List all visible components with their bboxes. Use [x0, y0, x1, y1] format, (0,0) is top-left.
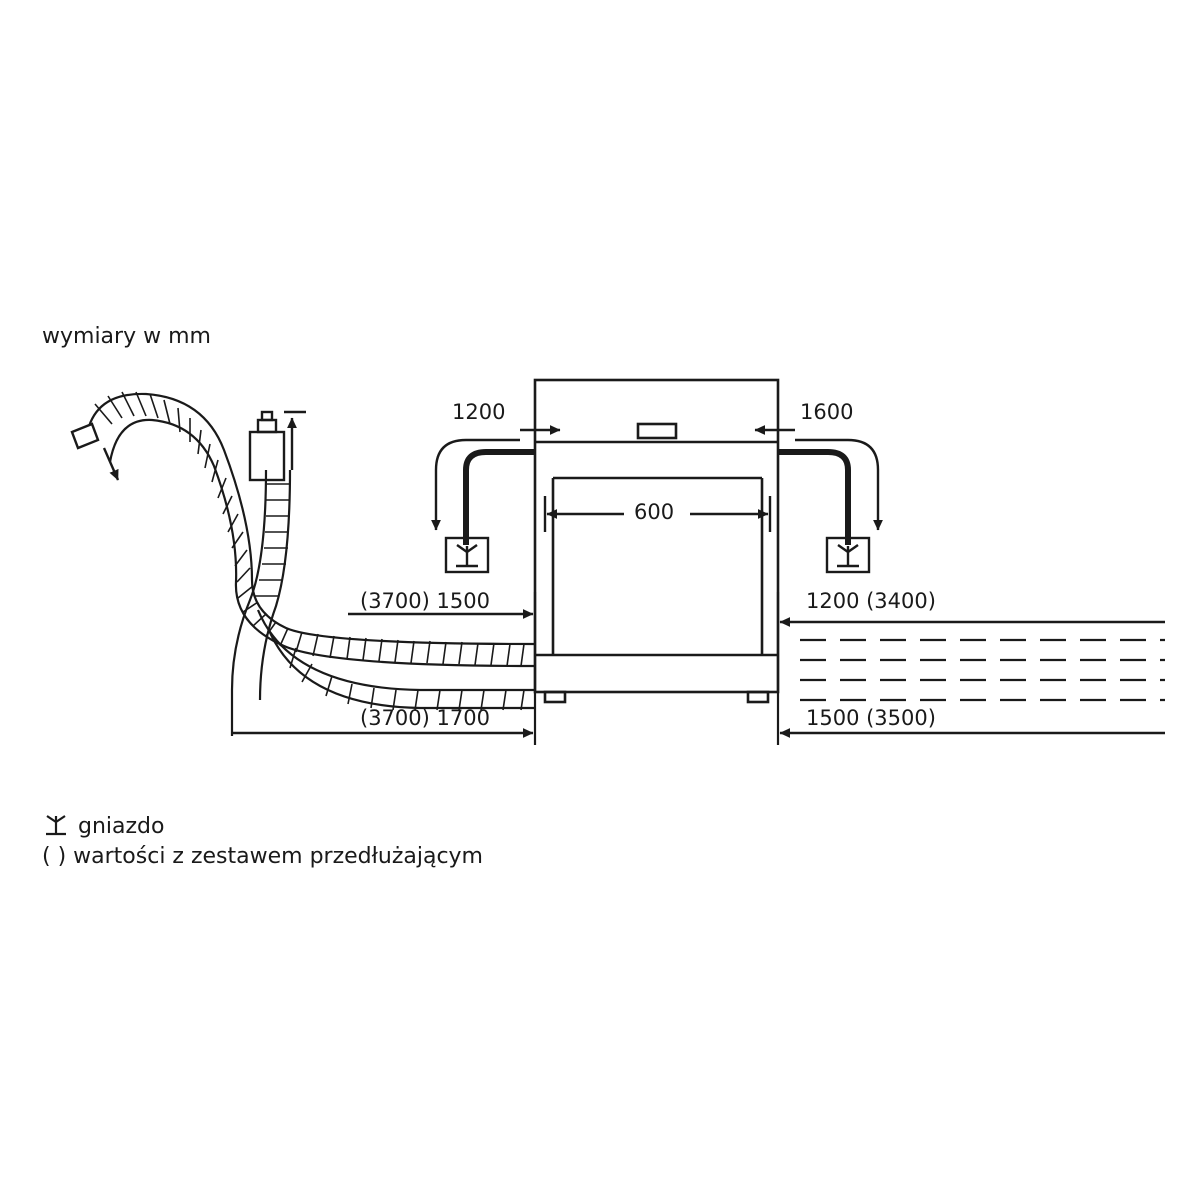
legend-extension-note: ( ) wartości z zestawem przedłużającym — [42, 844, 483, 869]
dimension-label-width: 600 — [634, 500, 675, 524]
hose-dimension-1600-top — [755, 430, 878, 545]
dimension-label-top-left: 1200 — [452, 400, 506, 424]
units-note: wymiary w mm — [42, 324, 211, 349]
dimension-label-left-bottom: (3700) 1700 — [360, 706, 490, 730]
dimension-label-left-mid: (3700) 1500 — [360, 589, 490, 613]
dishwasher-body — [535, 380, 778, 702]
hose-dimension-1200-top — [436, 430, 560, 545]
dimension-label-top-right: 1600 — [800, 400, 854, 424]
legend-socket-text: gniazdo — [78, 814, 165, 839]
aquastop-valve — [250, 412, 306, 480]
dimension-label-right-bottom: 1500 (3500) — [806, 706, 936, 730]
socket-icon-legend — [42, 812, 70, 838]
right-hose-lines — [800, 640, 1165, 700]
dimension-label-right-mid: 1200 (3400) — [806, 589, 936, 613]
dimension-extension-lines — [535, 592, 778, 745]
